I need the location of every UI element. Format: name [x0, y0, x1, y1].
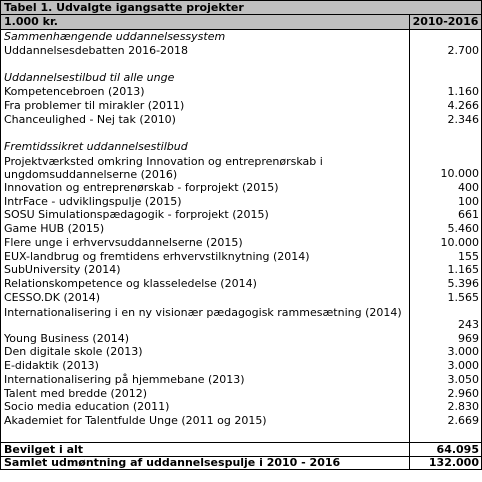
blank-cell: [409, 428, 481, 442]
project-name: SOSU Simulationspædagogik - forprojekt (2015): [4, 208, 269, 222]
table-title: Tabel 1. Udvalgte igangsatte projekter: [4, 1, 244, 14]
section-heading: Uddannelsestilbud til alle unge: [4, 71, 175, 85]
header-period: 2010-2016: [409, 15, 481, 29]
project-amount: 3.000: [409, 345, 481, 359]
blank-cell: [409, 71, 481, 85]
project-name: Game HUB (2015): [4, 222, 105, 235]
project-name: Chanceulighed - Nej tak (2010): [4, 112, 176, 126]
table-row: [0, 400, 482, 414]
table-row: [0, 222, 482, 236]
project-amount: 969: [409, 332, 481, 346]
project-amount: 4.266: [409, 99, 481, 113]
table-row: [0, 359, 482, 373]
section-heading: Sammenhængende uddannelsessystem: [4, 30, 226, 43]
project-name: SubUniversity (2014): [4, 263, 121, 277]
grand-total-label: Samlet udmøntning af uddannelsespulje i 2010 - 2016: [4, 456, 341, 469]
project-amount: 1.565: [409, 291, 481, 305]
project-amount: 5.460: [409, 222, 481, 236]
project-amount: 3.050: [409, 373, 481, 387]
blank-cell: [409, 30, 481, 44]
project-amount: 243: [409, 305, 481, 332]
project-name: CESSO.DK (2014): [4, 290, 101, 304]
blank-row: [0, 126, 482, 140]
table-row: [0, 373, 482, 387]
table-row: [0, 414, 482, 428]
project-name: Uddannelsesdebatten 2016-2018: [4, 43, 189, 57]
table-row: [0, 263, 482, 277]
project-name: Talent med bredde (2012): [4, 386, 148, 400]
table-row: [0, 195, 482, 209]
table-row: [0, 250, 482, 264]
project-name: Projektværksted omkring Innovation og entreprenørskab i ungdomsuddannelserne (2016): [4, 154, 323, 181]
blank-row: [0, 428, 482, 442]
table-header-row: [0, 15, 482, 30]
project-amount: 3.000: [409, 359, 481, 373]
section-heading-row: [0, 71, 482, 85]
project-name: Socio media education (2011): [4, 400, 170, 414]
section-heading: Fremtidssikret uddannelsestilbud: [4, 140, 188, 153]
total-value: 64.095: [409, 443, 481, 456]
project-amount: 10.000: [409, 154, 481, 181]
project-name: E-didaktik (2013): [4, 359, 99, 372]
section-heading-row: [0, 30, 482, 44]
table-row: [0, 208, 482, 222]
project-amount: 400: [409, 181, 481, 195]
blank-cell: [1, 58, 409, 72]
project-name: Flere unge i erhvervsuddannelserne (2015): [4, 235, 243, 249]
project-name: Kompetencebroen (2013): [4, 85, 145, 98]
project-name: Young Business (2014): [4, 331, 129, 345]
blank-cell: [1, 428, 409, 442]
table-row: [0, 387, 482, 401]
project-name: Internationalisering i en ny visionær pædagogisk rammesætning (2014): [4, 305, 402, 319]
project-name: Relationskompetence og klasseledelse (2014): [4, 277, 257, 290]
project-name: Internationalisering på hjemmebane (2013): [4, 372, 245, 386]
project-amount: 155: [409, 250, 481, 264]
project-amount: 2.830: [409, 400, 481, 414]
table-row: [0, 154, 482, 181]
table-row: [0, 99, 482, 113]
table-body: [0, 30, 482, 442]
table-row: [0, 277, 482, 291]
grand-total-row: [0, 456, 482, 470]
project-amount: 1.165: [409, 263, 481, 277]
table-row: [0, 85, 482, 99]
blank-cell: [409, 58, 481, 72]
table-title-row: [0, 0, 482, 15]
project-name: Innovation og entreprenørskab - forprojekt (2015): [4, 180, 279, 194]
table-row: [0, 236, 482, 250]
project-amount: 2.346: [409, 113, 481, 127]
table-row: [0, 44, 482, 58]
blank-row: [0, 58, 482, 72]
blank-cell: [1, 126, 409, 140]
project-amount: 10.000: [409, 236, 481, 250]
blank-cell: [409, 140, 481, 154]
table-row: [0, 305, 482, 332]
project-amount: 5.396: [409, 277, 481, 291]
section-heading-row: [0, 140, 482, 154]
table-row: [0, 113, 482, 127]
grand-total-value: 132.000: [409, 457, 481, 469]
project-amount: 661: [409, 208, 481, 222]
project-amount: 2.700: [409, 44, 481, 58]
project-name: IntrFace - udviklingspulje (2015): [4, 194, 182, 208]
table-row: [0, 291, 482, 305]
table-row: [0, 181, 482, 195]
table-row: [0, 345, 482, 359]
project-amount: 2.669: [409, 414, 481, 428]
project-name: EUX-landbrug og fremtidens erhvervstilknytning (2014): [4, 249, 310, 263]
table-row: [0, 332, 482, 346]
blank-cell: [409, 126, 481, 140]
project-name: Akademiet for Talentfulde Unge (2011 og 2015): [4, 414, 267, 427]
project-name: Fra problemer til mirakler (2011): [4, 98, 185, 112]
project-amount: 2.960: [409, 387, 481, 401]
project-name: Den digitale skole (2013): [4, 345, 143, 359]
project-amount: 1.160: [409, 85, 481, 99]
total-row: [0, 442, 482, 456]
project-amount: 100: [409, 195, 481, 209]
total-label: Bevilget i alt: [4, 442, 84, 456]
header-unit: 1.000 kr.: [4, 15, 58, 28]
